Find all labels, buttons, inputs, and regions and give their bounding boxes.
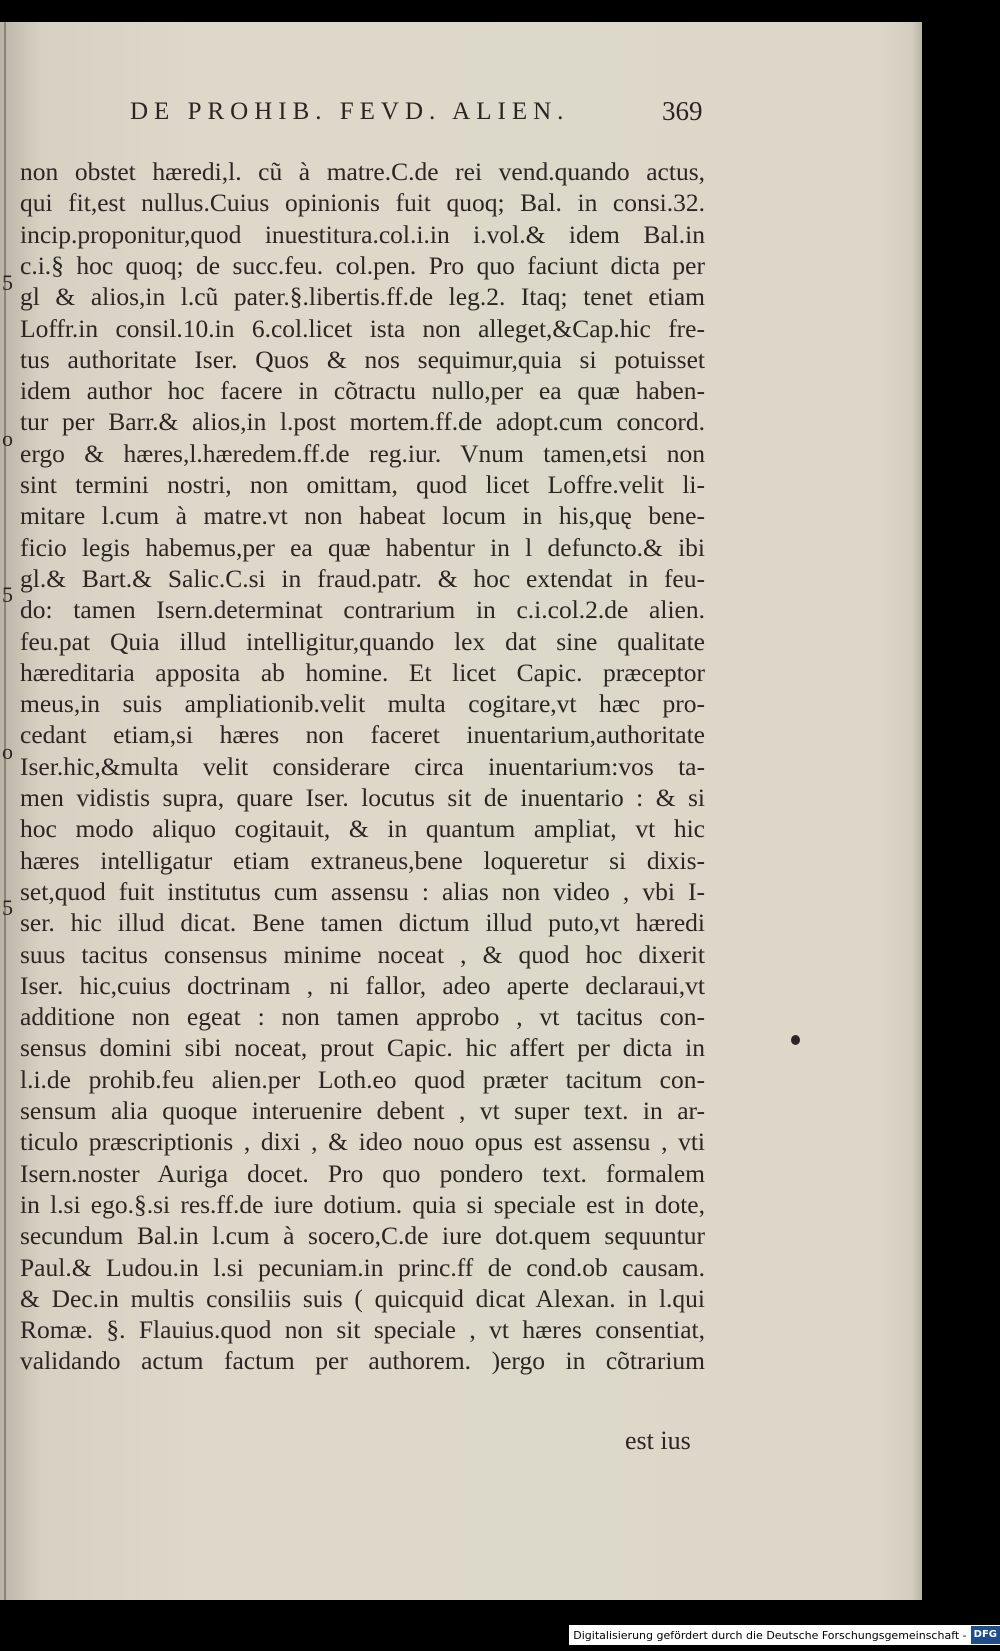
text-line: hæres intelligatur etiam extraneus,bene loqueretur si dixis- [20,845,705,875]
text-line: validando actum factum per authorem. )ergo in cõtrarium [20,1346,705,1376]
running-head: DE PROHIB. FEVD. ALIEN. [130,98,570,125]
margin-mark: 5 [2,582,13,607]
text-line: l.i.de prohib.feu alien.per Loth.eo quod præter tacitum con- [20,1064,705,1094]
page-right-edge [912,22,922,1600]
margin-mark: o [2,426,13,451]
text-line: idem author hoc facere in cõtractu nullo,per ea quæ haben- [20,376,705,406]
text-line: incip.proponitur,quod inuestitura.col.i.in i.vol.& idem Bal.in [20,219,705,249]
page-gutter-edge [4,22,6,1600]
digitization-footer [569,1625,1000,1645]
text-line: ticulo præscriptionis , dixi , & ideo nouo opus est assensu , vti [20,1127,705,1157]
text-line: suus tacitus consensus minime noceat , & quod hoc dixerit [20,939,705,969]
text-line: men vidistis supra, quare Iser. locutus sit de inuentario : & si [20,783,705,812]
margin-mark: o [2,739,13,764]
text-line: feu.pat Quia illud intelligitur,quando lex dat sine qualitate [20,626,705,656]
text-line: hæreditaria apposita ab homine. Et licet Capic. præceptor [20,657,705,687]
dfg-logo[interactable]: DFG [971,1626,1000,1644]
text-line: mitare l.cum à matre.vt non habeat locum in his,quę bene- [20,501,705,531]
text-line: meus,in suis ampliationib.velit multa cogitare,vt hæc pro- [20,689,705,719]
text-line: in l.si ego.§.si res.ff.de iure dotium. quia si speciale est in dote, [20,1189,705,1219]
text-line: tus authoritate Iser. Quos & nos sequimur,quia si potuisset [20,344,705,374]
text-line: set,quod fuit institutus cum assensu : alias non video , vbi I- [20,876,705,906]
footer-credit: Digitalisierung gefördert durch die Deutsche Forschungsgemeinschaft - [573,1628,967,1642]
text-line: gl & alios,in l.cũ pater.§.libertis.ff.de leg.2. Itaq; tenet etiam [20,282,705,312]
text-line: gl.& Bart.& Salic.C.si in fraud.patr. & hoc extendat in feu- [20,563,705,593]
text-line: sensum alia quoque interuenire debent , vt super text. in ar- [20,1096,705,1125]
text-line: & Dec.in multis consiliis suis ( quicquid dicat Alexan. in l.qui [20,1283,705,1313]
text-line: ergo & hæres,l.hæredem.ff.de reg.iur. Vnum tamen,etsi non [20,438,705,468]
text-line: sint termini nostri, non omittam, quod licet Loffre.velit li- [20,470,705,499]
text-line: Loffr.in consil.10.in 6.col.licet ista non alleget,&Cap.hic fre- [20,313,705,343]
text-line: qui fit,est nullus.Cuius opinionis fuit quoq; Bal. in consi.32. [20,188,705,218]
text-line: sensus domini sibi noceat, prout Capic. hic affert per dicta in [20,1033,705,1063]
text-line: c.i.§ hoc quoq; de succ.feu. col.pen. Pro quo faciunt dicta per [20,250,705,280]
text-line: ser. hic illud dicat. Bene tamen dictum illud puto,vt hæredi [20,908,705,938]
text-line: secundum Bal.in l.cum à socero,C.de iure dot.quem sequuntur [20,1221,705,1251]
text-line: non obstet hæredi,l. cũ à matre.C.de rei vend.quando actus, [20,157,705,186]
text-line: Isern.noster Auriga docet. Pro quo pondero text. formalem [20,1158,705,1188]
text-line: hoc modo aliquo cogitauit, & in quantum ampliat, vt hic [20,814,705,844]
text-line: ficio legis habemus,per ea quæ habentur in l defuncto.& ibi [20,532,705,562]
book-page [0,22,922,1600]
text-line: tur per Barr.& alios,in l.post mortem.ff.de adopt.cum concord. [20,407,705,437]
text-line: Paul.& Ludou.in l.si pecuniam.in princ.ff de cond.ob causam. [20,1252,705,1282]
margin-mark: 5 [2,270,13,295]
text-line: Iser. hic,cuius doctrinam , ni fallor, adeo aperte declaraui,vt [20,970,705,1000]
text-line: do: tamen Isern.determinat contrarium in c.i.col.2.de alien. [20,595,705,625]
text-line: Romæ. §. Flauius.quod non sit speciale , vt hæres consentiat, [20,1315,705,1345]
ink-spot [791,1035,800,1045]
margin-mark: 5 [2,895,13,920]
text-line: additione non egeat : non tamen approbo , vt tacitus con- [20,1002,705,1032]
catchword: est ius [625,1426,691,1455]
text-line: Iser.hic,&multa velit considerare circa inuentarium:vos ta- [20,751,705,781]
text-line: cedant etiam,si hæres non faceret inuentarium,authoritate [20,720,705,750]
page-number: 369 [662,96,703,126]
